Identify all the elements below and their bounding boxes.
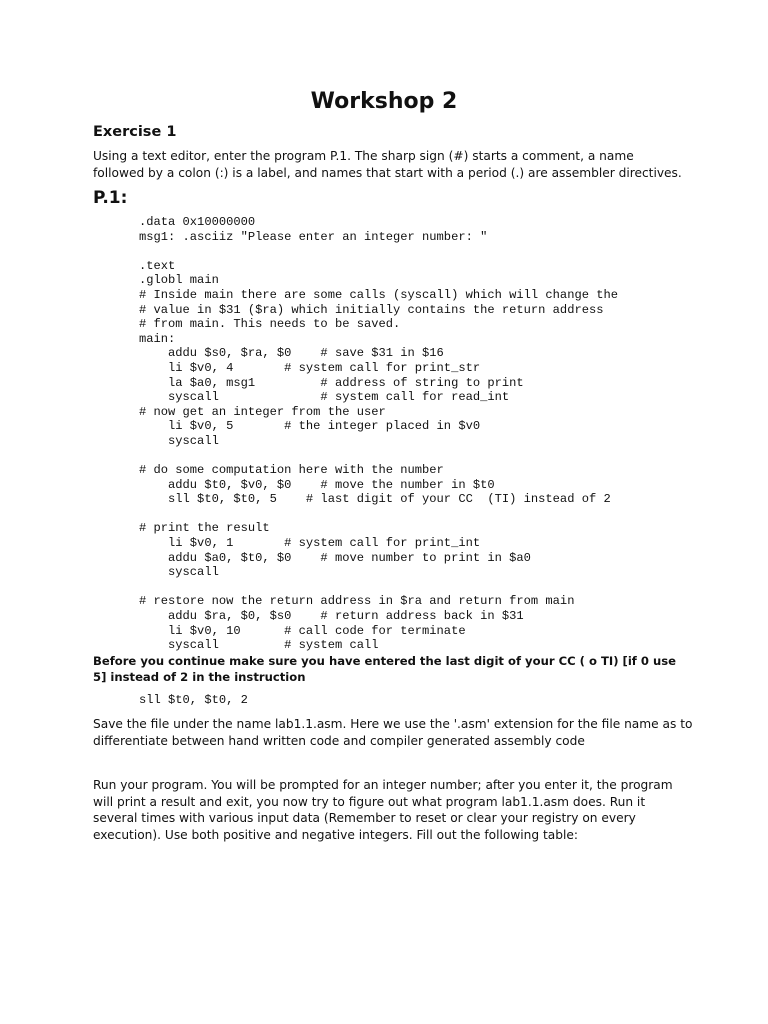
code-line [139, 580, 618, 595]
code-line: syscall # system call [139, 638, 379, 653]
code-line: # value in $31 ($ra) which initially contains the return address [139, 302, 604, 317]
code-line [139, 244, 618, 259]
code-line: li $v0, 5 # the integer placed in $v0 [139, 419, 481, 434]
code-line: # Inside main there are some calls (syscall) which will change the [139, 287, 618, 302]
code-line: li $v0, 1 # system call for print_int [139, 536, 481, 551]
code-line: .data 0x10000000 [139, 215, 256, 229]
save-paragraph: Save the file under the name lab1.1.asm. Here we use the '.asm' extension for the file name as to differentiate between hand written code and compiler generated assembly code [93, 717, 693, 748]
code-line: # restore now the return address in $ra and return from main [139, 594, 575, 609]
code-line: syscall [139, 433, 219, 448]
run-paragraph: Run your program. You will be prompted for an integer number; after you enter it, the program will print a result and exit, you now try to figure out what program lab1.1.asm does. Run it several times with various input data (Remember to reset or clear your registry on every execution). Use both positive and negative integers. Fill out the following table: [93, 778, 673, 842]
intro-paragraph: Using a text editor, enter the program P.1. The sharp sign (#) starts a comment, a name followed by a colon (:) is a label, and names that start with a period (.) are assembler directives. [93, 149, 682, 180]
code-line: .globl main [139, 273, 219, 288]
code-line: sll $t0, $t0, 5 # last digit of your CC (TI) instead of 2 [139, 492, 611, 507]
code-line: # now get an integer from the user [139, 404, 386, 419]
code-line: addu $t0, $v0, $0 # move the number in $t0 [139, 477, 495, 492]
code-line: main: [139, 331, 176, 346]
code-line: li $v0, 10 # call code for terminate [139, 623, 466, 638]
code-line: li $v0, 4 # system call for print_str [139, 360, 481, 375]
code-line [139, 507, 618, 522]
code-line [139, 449, 618, 464]
code-line: la $a0, msg1 # address of string to print [139, 375, 524, 390]
code-line: addu $ra, $0, $s0 # return address back in $31 [139, 609, 524, 624]
instruction-note: Before you continue make sure you have entered the last digit of your CC ( o TI) [if 0 use 5] instead of 2 in the instruction [93, 654, 677, 684]
instruction-code: sll $t0, $t0, 2 [139, 693, 248, 707]
code-line: syscall [139, 565, 219, 580]
code-listing [139, 215, 618, 653]
program-heading: P.1: [93, 188, 128, 208]
code-line: # do some computation here with the number [139, 463, 444, 478]
page-title: Workshop 2 [310, 89, 458, 114]
code-line: .text [139, 258, 176, 273]
code-line: syscall # system call for read_int [139, 390, 510, 405]
exercise-heading: Exercise 1 [93, 124, 177, 140]
code-line: addu $s0, $ra, $0 # save $31 in $16 [139, 346, 444, 361]
code-line: # from main. This needs to be saved. [139, 317, 401, 332]
code-line: msg1: .asciiz "Please enter an integer number: " [139, 229, 488, 244]
code-line: # print the result [139, 521, 270, 536]
code-line: addu $a0, $t0, $0 # move number to print in $a0 [139, 550, 531, 565]
